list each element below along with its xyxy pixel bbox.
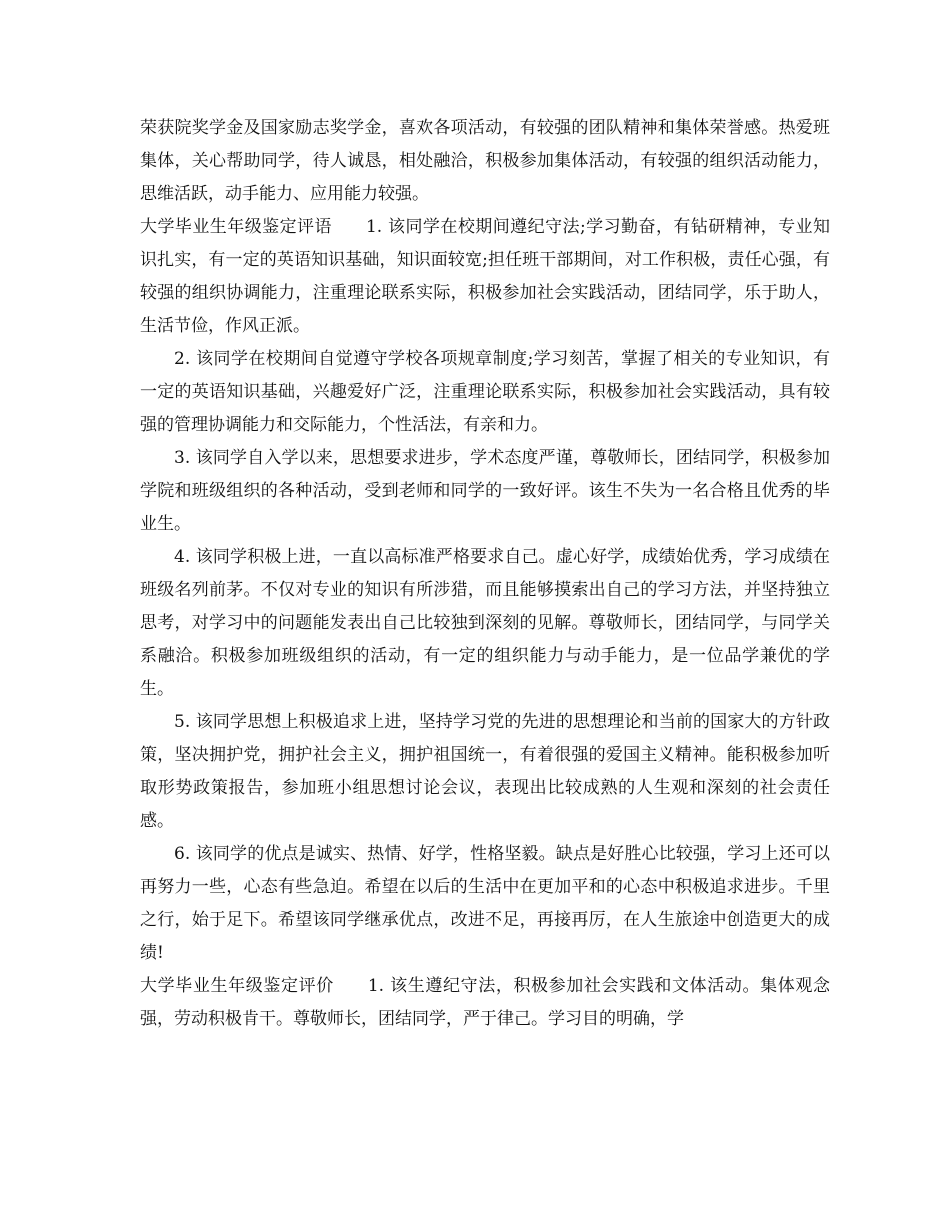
section-1-item-4: 4. 该同学积极上进，一直以高标准严格要求自己。虚心好学，成绩始优秀，学习成绩在班级名列前茅。不仅对专业的知识有所涉猎，而且能够摸索出自己的学习方法，并坚持独立思考，对学习中的问题能发表出自己比较独到深刻的见解。尊敬师长，团结同学，与同学关系融洽。积极参加班级组织的活动，有一定的组织能力与动手能力，是一位品学兼优的学生。 bbox=[140, 547, 830, 699]
section-1-item-3: 3. 该同学自入学以来，思想要求进步，学术态度严谨，尊敬师长，团结同学，积极参加学院和班级组织的各种活动，受到老师和同学的一致好评。该生不失为一名合格且优秀的毕业生。 bbox=[140, 448, 830, 534]
section-1-item-1: 1. 该同学在校期间遵纪守法;学习勤奋，有钻研精神，专业知识扎实，有一定的英语知识基础，知识面较宽;担任班干部期间，对工作积极，责任心强，有较强的组织协调能力，注重理论联系实际，积极参加社会实践活动，团结同学，乐于助人，生活节俭，作风正派。 bbox=[140, 217, 830, 336]
section-1-heading: 大学毕业生年级鉴定评语 bbox=[140, 217, 332, 237]
intro-paragraph: 荣获院奖学金及国家励志奖学金，喜欢各项活动，有较强的团队精神和集体荣誉感。热爱班集体，关心帮助同学，待人诚恳，相处融洽，积极参加集体活动，有较强的组织活动能力，思维活跃，动手能力、应用能力较强。 bbox=[140, 118, 830, 204]
section-2-heading-line bbox=[140, 970, 830, 1036]
section-2-item-1: 1. 该生遵纪守法，积极参加社会实践和文体活动。集体观念强，劳动积极肯干。尊敬师长，团结同学，严于律己。学习目的明确，学 bbox=[140, 976, 831, 1029]
section-2-heading: 大学毕业生年级鉴定评价 bbox=[140, 976, 334, 996]
section-1-item-2: 2. 该同学在校期间自觉遵守学校各项规章制度;学习刻苦，掌握了相关的专业知识，有一定的英语知识基础，兴趣爱好广泛，注重理论联系实际，积极参加社会实践活动，具有较强的管理协调能力和交际能力，个性活法，有亲和力。 bbox=[140, 349, 830, 435]
section-1-item-5: 5. 该同学思想上积极追求上进，坚持学习党的先进的思想理论和当前的国家大的方针政策，坚决拥护党，拥护社会主义，拥护祖国统一，有着很强的爱国主义精神。能积极参加听取形势政策报告，参加班小组思想讨论会议，表现出比较成熟的人生观和深刻的社会责任感。 bbox=[140, 712, 830, 831]
document-content bbox=[140, 112, 830, 1036]
section-1-heading-line bbox=[140, 211, 830, 343]
section-1-item-6: 6. 该同学的优点是诚实、热情、好学，性格坚毅。缺点是好胜心比较强，学习上还可以再努力一些，心态有些急迫。希望在以后的生活中在更加平和的心态中积极追求进步。千里之行，始于足下。希望该同学继承优点，改进不足，再接再厉，在人生旅途中创造更大的成绩! bbox=[140, 844, 830, 963]
